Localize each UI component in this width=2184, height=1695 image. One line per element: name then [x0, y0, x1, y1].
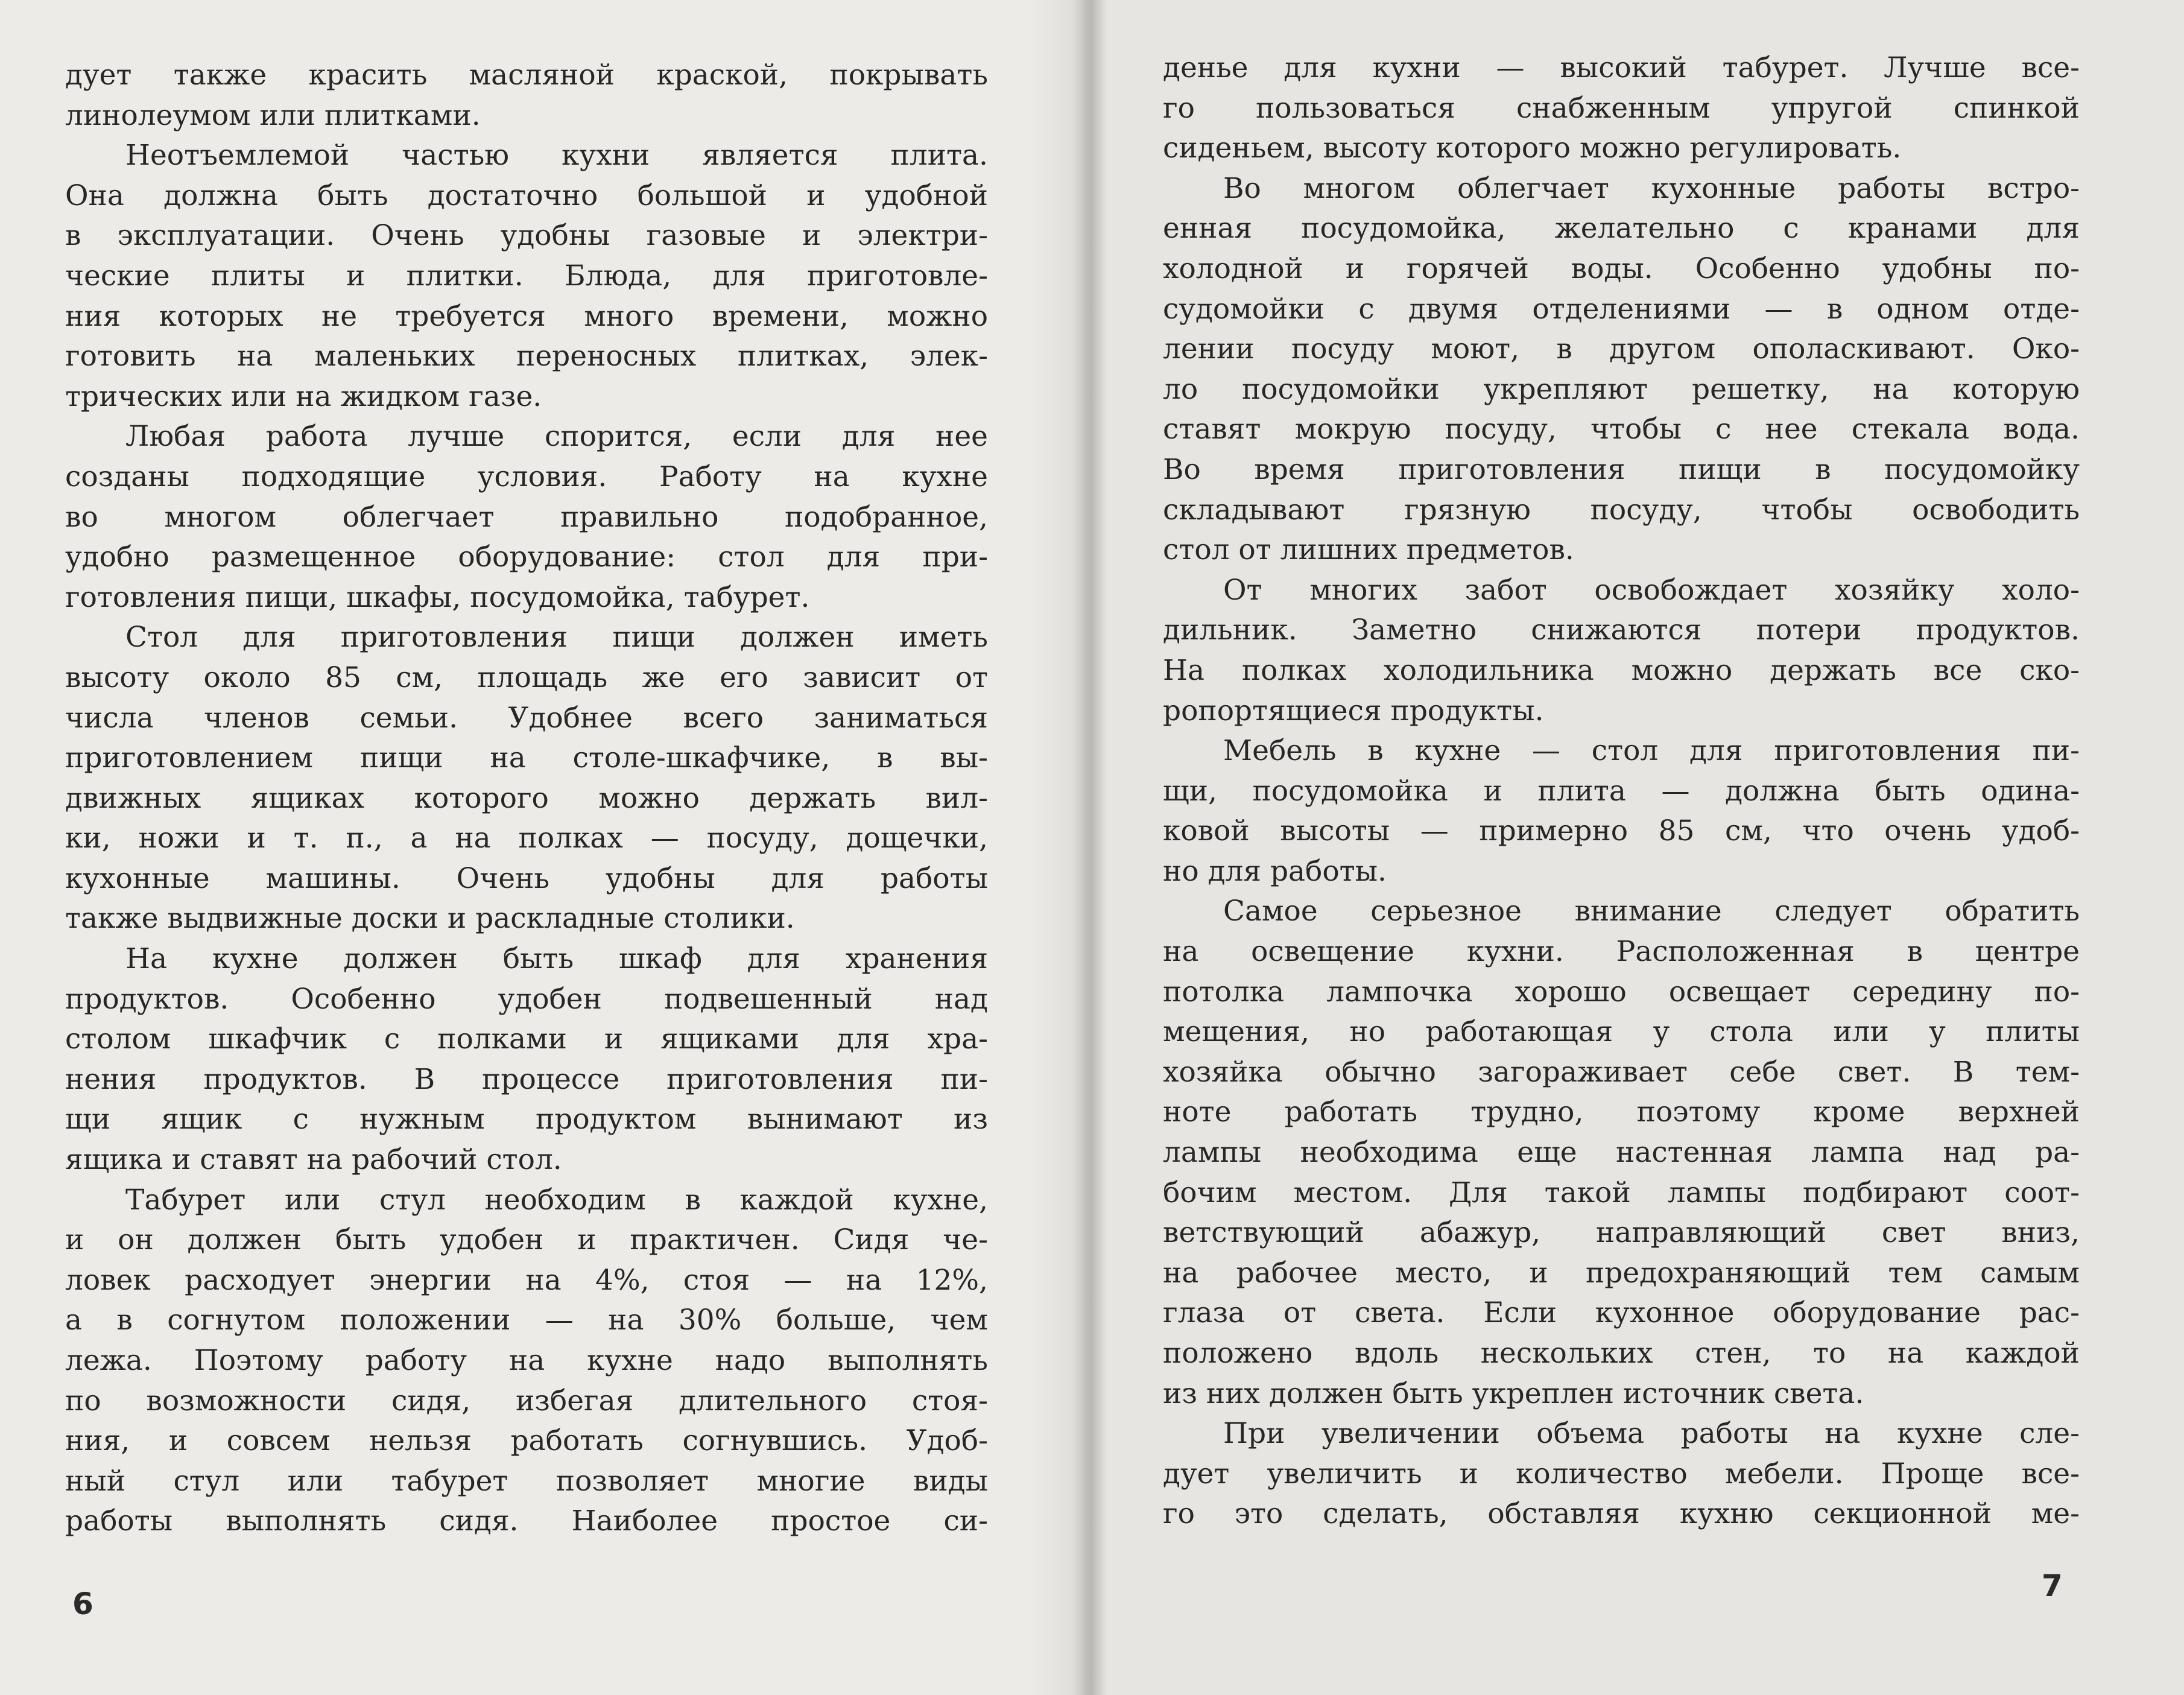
text-line: енная посудомойка, желательно с кранами для: [1163, 212, 2080, 246]
text-line: во многом облегчает правильно подобранное,: [65, 500, 988, 534]
text-line: щи ящик с нужным продуктом вынимают из: [65, 1103, 988, 1136]
text-line: в эксплуатации. Очень удобны газовые и электри-: [65, 219, 988, 253]
text-line: го это сделать, обставляя кухню секционной ме-: [1163, 1497, 2080, 1531]
text-line: движных ящиках которого можно держать вил-: [65, 781, 988, 815]
right-page: [1083, 0, 2184, 1695]
text-line: Во время приготовления пищи в посудомойку: [1163, 452, 2080, 486]
text-line: ческие плиты и плитки. Блюда, для приготовле-: [65, 259, 988, 293]
text-line: ветствующий абажур, направляющий свет вниз,: [1163, 1216, 2080, 1250]
text-line: глаза от света. Если кухонное оборудование рас-: [1163, 1296, 2080, 1330]
text-line: бочим местом. Для такой лампы подбирают соот-: [1163, 1176, 2080, 1209]
text-line: лампы необходима еще настенная лампа над ра-: [1163, 1136, 2080, 1170]
right-page-number: 7: [2042, 1568, 2063, 1603]
text-line: по возможности сидя, избегая длительного стоя-: [65, 1384, 988, 1418]
text-line: дует также красить масляной краской, покрывать: [65, 59, 988, 92]
text-line: и он должен быть удобен и практичен. Сидя че-: [65, 1223, 988, 1257]
text-line: Мебель в кухне — стол для приготовления пи-: [1223, 734, 2080, 768]
text-line: На кухне должен быть шкаф для хранения: [125, 942, 988, 976]
text-line: продуктов. Особенно удобен подвешенный над: [65, 982, 988, 1016]
text-line: Стол для приготовления пищи должен иметь: [125, 621, 988, 654]
text-line: потолка лампочка хорошо освещает середину по-: [1163, 975, 2080, 1009]
text-line: судомойки с двумя отделениями — в одном отде-: [1163, 292, 2080, 326]
text-line: дует увеличить и количество мебели. Проще все-: [1163, 1457, 2080, 1491]
text-line: ставят мокрую посуду, чтобы с нее стекала вода.: [1163, 413, 2080, 446]
text-line: положено вдоль нескольких стен, то на каждой: [1163, 1337, 2080, 1370]
text-line: складывают грязную посуду, чтобы освободить: [1163, 493, 2080, 527]
text-line: ропортящиеся продукты.: [1163, 694, 1544, 727]
text-line: кухонные машины. Очень удобны для работы: [65, 861, 988, 895]
text-line: нения продуктов. В процессе приготовления пи-: [65, 1062, 988, 1096]
text-line: высоту около 85 см, площадь же его зависит от: [65, 661, 988, 694]
text-line: удобно размещенное оборудование: стол для при-: [65, 540, 988, 574]
text-line: Самое серьезное внимание следует обратить: [1223, 895, 2080, 928]
text-line: столом шкафчик с полками и ящиками для хра-: [65, 1022, 988, 1056]
text-line: ный стул или табурет позволяет многие виды: [65, 1464, 988, 1498]
text-line: ловек расходует энергии на 4%, стоя — на 12%,: [65, 1263, 988, 1297]
text-line: мещения, но работающая у стола или у плиты: [1163, 1015, 2080, 1049]
text-line: ящика и ставят на рабочий стол.: [65, 1143, 562, 1177]
text-line: Любая работа лучше спорится, если для нее: [125, 420, 988, 454]
text-line: стол от лишних предметов.: [1163, 533, 1574, 567]
text-line: готовления пищи, шкафы, посудомойка, табурет.: [65, 580, 810, 614]
text-line: ки, ножи и т. п., а на полках — посуду, дощечки,: [65, 822, 988, 855]
text-line: созданы подходящие условия. Работу на кухне: [65, 460, 988, 493]
text-line: из них должен быть укреплен источник света.: [1163, 1377, 1864, 1410]
book-gutter-shadow: [1028, 0, 1107, 1695]
text-line: работы выполнять сидя. Наиболее простое си-: [65, 1504, 988, 1538]
text-line: ноте работать трудно, поэтому кроме верхней: [1163, 1095, 2080, 1129]
text-line: ния которых не требуется много времени, можно: [65, 299, 988, 333]
text-line: На полках холодильника можно держать все ско-: [1163, 653, 2080, 687]
text-line: дильник. Заметно снижаются потери продуктов.: [1163, 613, 2080, 647]
text-line: сиденьем, высоту которого можно регулировать.: [1163, 131, 1902, 165]
text-line: ковой высоты — примерно 85 см, что очень удоб-: [1163, 814, 2080, 848]
text-line: Табурет или стул необходим в каждой кухне,: [125, 1183, 988, 1217]
text-line: Она должна быть достаточно большой и удобной: [65, 179, 988, 212]
text-line: числа членов семьи. Удобнее всего заниматься: [65, 701, 988, 735]
text-line: холодной и горячей воды. Особенно удобны по-: [1163, 252, 2080, 285]
text-line: готовить на маленьких переносных плитках, элек-: [65, 340, 988, 373]
text-line: на освещение кухни. Расположенная в центре: [1163, 935, 2080, 969]
text-line: также выдвижные доски и раскладные столики.: [65, 902, 795, 936]
text-line: трических или на жидком газе.: [65, 379, 542, 413]
text-line: на рабочее место, и предохраняющий тем самым: [1163, 1256, 2080, 1290]
text-line: ло посудомойки укрепляют решетку, на которую: [1163, 372, 2080, 406]
left-page-number: 6: [72, 1586, 93, 1621]
left-page-text: [65, 55, 988, 1542]
text-line: денье для кухни — высокий табурет. Лучше все-: [1163, 51, 2080, 84]
text-line: но для работы.: [1163, 854, 1387, 888]
text-line: го пользоваться снабженным упругой спинкой: [1163, 91, 2080, 125]
left-page: [0, 0, 1083, 1695]
text-line: щи, посудомойка и плита — должна быть одина-: [1163, 774, 2080, 808]
text-line: ния, и совсем нельзя работать согнувшись. Удоб-: [65, 1424, 988, 1458]
text-line: Неотъемлемой частью кухни является плита.: [125, 139, 988, 173]
text-line: лении посуду моют, в другом ополаскивают. Око-: [1163, 332, 2080, 366]
text-line: От многих забот освобождает хозяйку холо-: [1223, 573, 2080, 607]
text-line: а в согнутом положении — на 30% больше, чем: [65, 1304, 988, 1337]
text-line: Во многом облегчает кухонные работы встро-: [1223, 171, 2080, 205]
text-line: линолеумом или плитками.: [65, 98, 481, 132]
text-line: При увеличении объема работы на кухне сле-: [1223, 1417, 2080, 1451]
text-line: приготовлением пищи на столе-шкафчике, в вы-: [65, 741, 988, 775]
text-line: лежа. Поэтому работу на кухне надо выполнять: [65, 1344, 988, 1377]
text-line: хозяйка обычно загораживает себе свет. В тем-: [1163, 1055, 2080, 1089]
right-page-text: [1163, 48, 2080, 1535]
